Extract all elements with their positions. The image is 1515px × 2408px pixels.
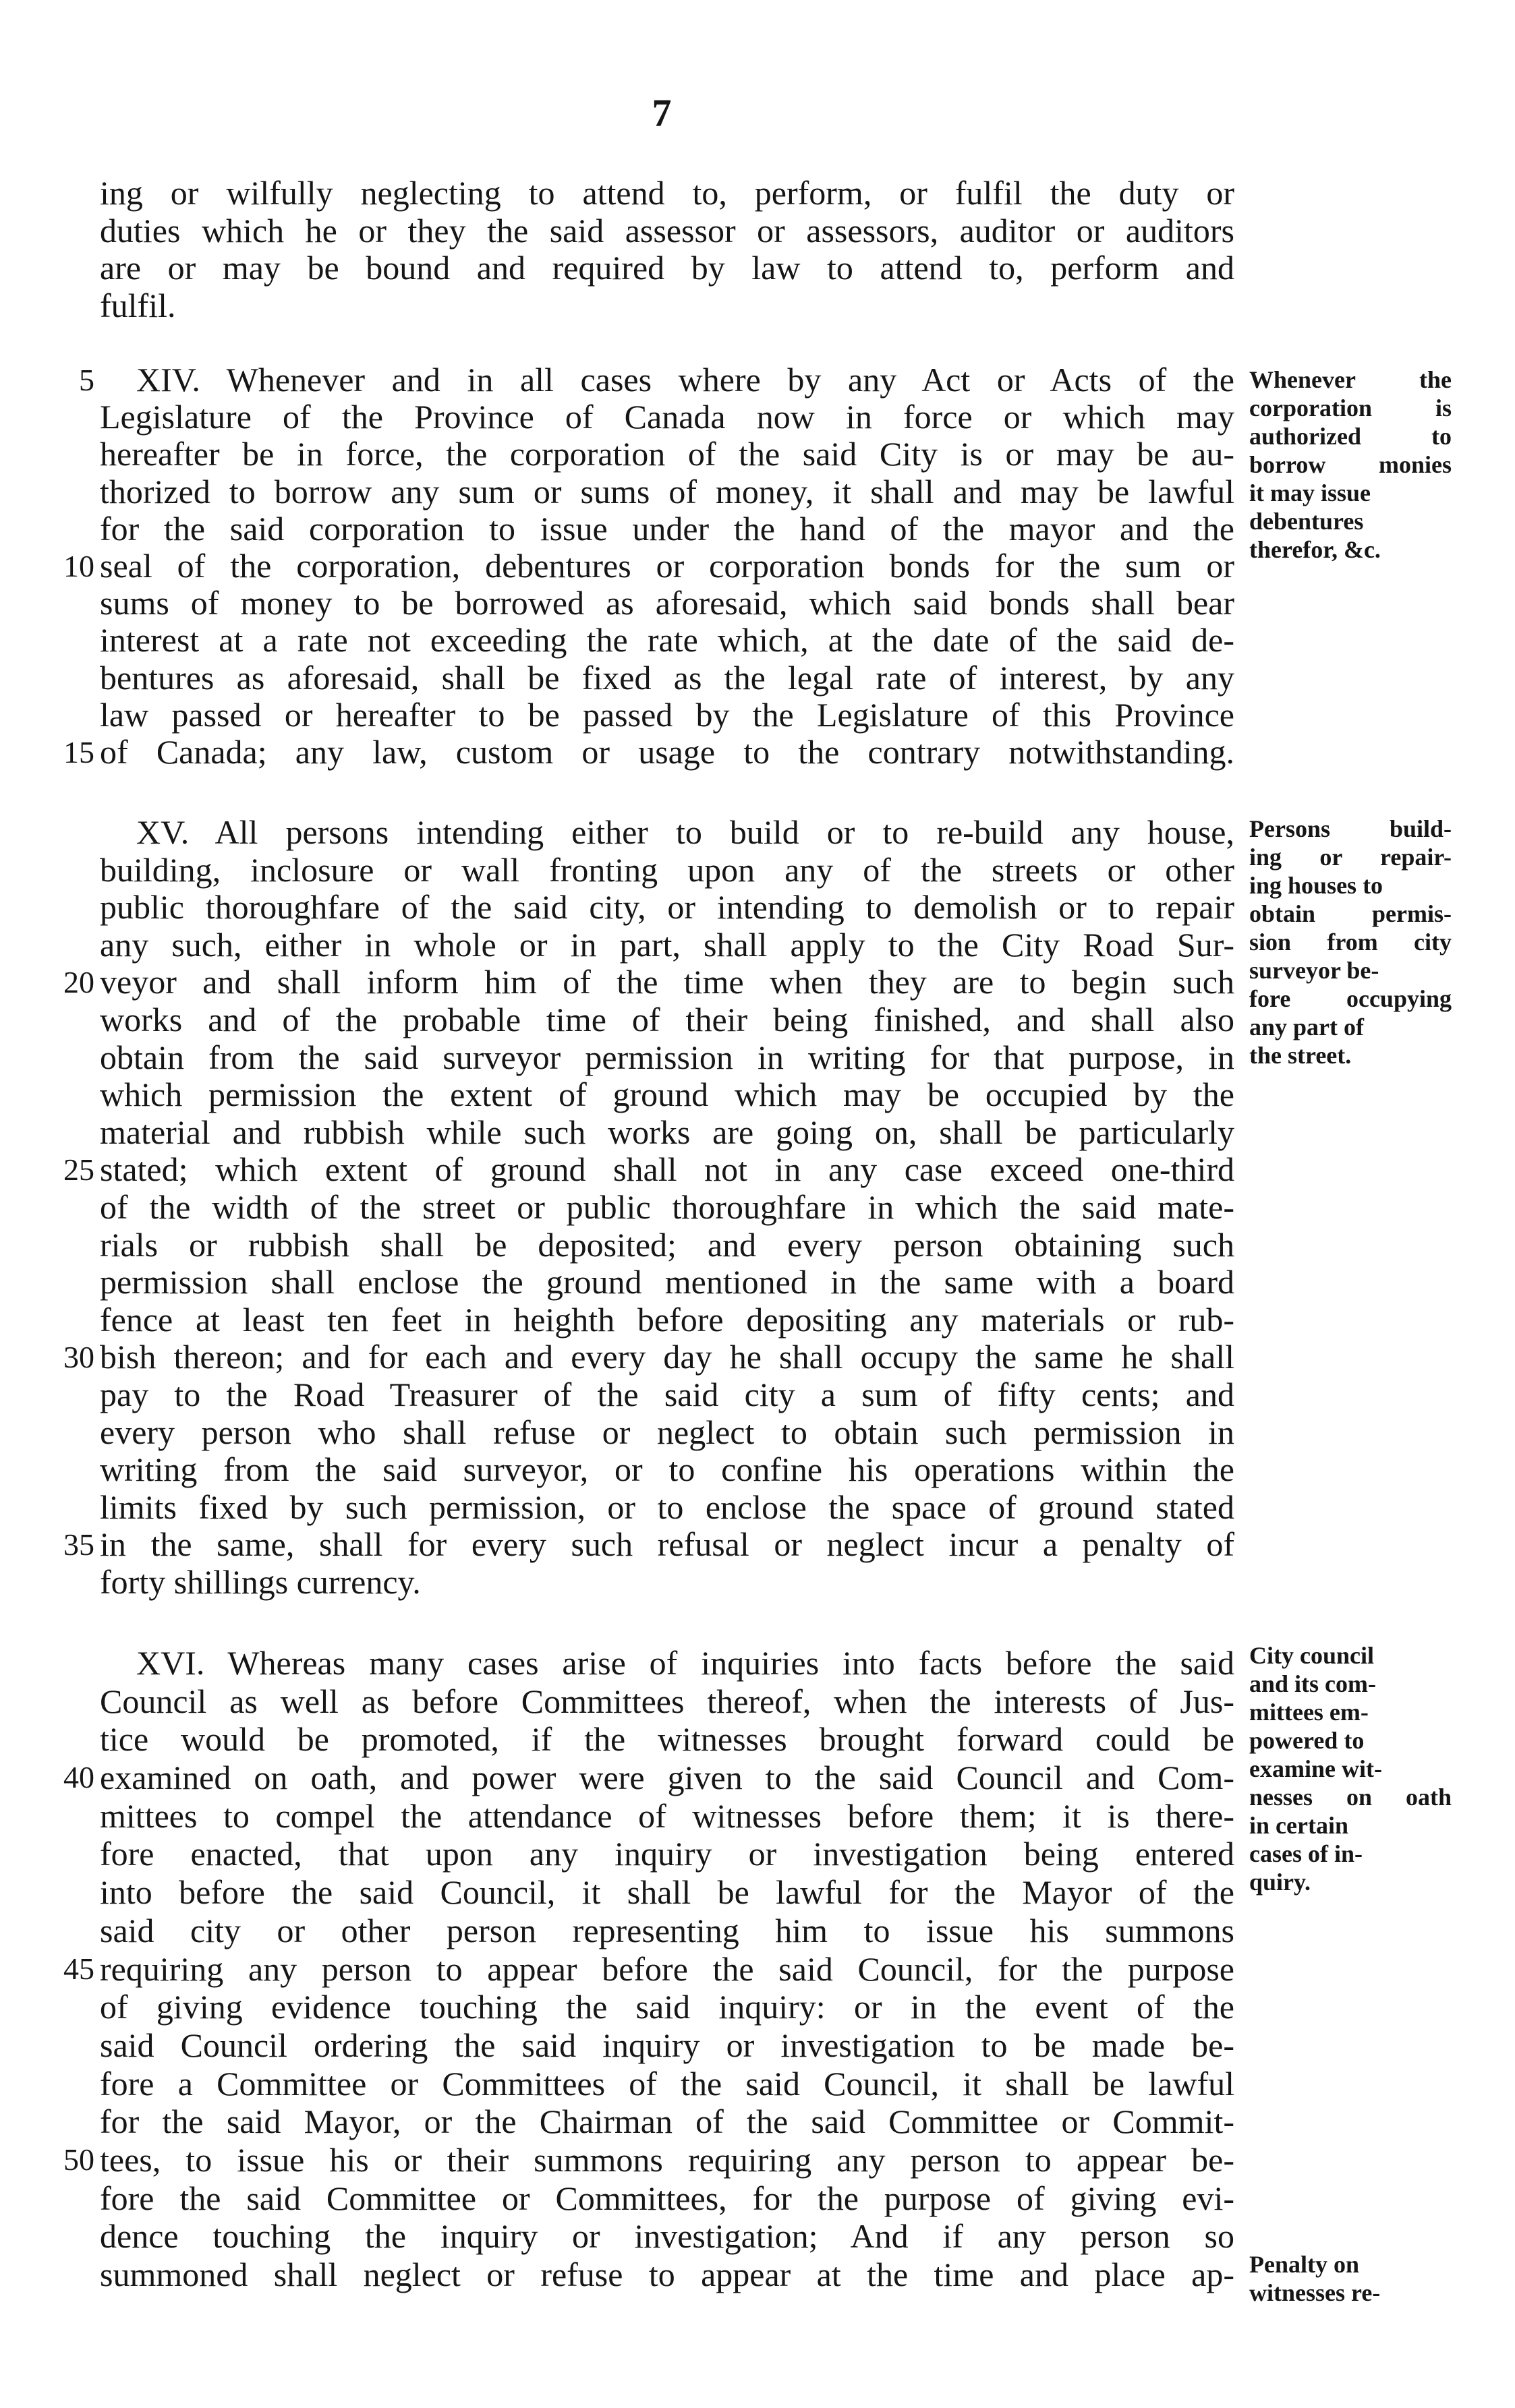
margin-note-line bbox=[1249, 871, 1452, 900]
line-number: 35 bbox=[63, 1527, 94, 1562]
text-line bbox=[100, 1912, 1234, 1950]
section-xiv bbox=[63, 361, 1234, 771]
margin-note-text: ing or repair- bbox=[1249, 844, 1452, 871]
text-line bbox=[63, 2140, 1234, 2179]
margin-note-text: witnesses re- bbox=[1249, 2279, 1381, 2306]
text-line bbox=[100, 585, 1234, 622]
margin-note-line bbox=[1249, 535, 1452, 564]
margin-note-line bbox=[1249, 1670, 1452, 1698]
margin-note-text: in certain bbox=[1249, 1812, 1348, 1839]
text-line bbox=[100, 1720, 1234, 1759]
line-text: of giving evidence touching the said inquiry: or in the event of the bbox=[100, 1988, 1234, 2026]
line-text: duties which he or they the said assessor or assessors, auditor or auditors bbox=[100, 211, 1234, 249]
margin-note-line bbox=[1249, 2250, 1452, 2279]
margin-note-text: City council bbox=[1249, 1642, 1374, 1669]
text-line bbox=[100, 1644, 1234, 1682]
margin-note-text: cases of in- bbox=[1249, 1840, 1363, 1867]
margin-note-line bbox=[1249, 1868, 1452, 1896]
line-text: Legislature of the Province of Canada now in force or which may bbox=[100, 398, 1234, 436]
text-line bbox=[100, 2103, 1234, 2141]
text-line bbox=[100, 249, 1234, 287]
margin-note-text: debentures bbox=[1249, 508, 1364, 535]
line-text: XVI. Whereas many cases arise of inquiries into facts before the said bbox=[136, 1644, 1234, 1682]
paragraph-continuation bbox=[100, 175, 1234, 324]
margin-note-line bbox=[1249, 1811, 1452, 1840]
margin-note-text: the street. bbox=[1249, 1042, 1352, 1069]
margin-note-line bbox=[1249, 394, 1452, 422]
text-line bbox=[63, 1759, 1234, 1797]
margin-note-debentures bbox=[1249, 365, 1452, 564]
margin-note-line bbox=[1249, 365, 1452, 394]
line-text: examined on oath, and power were given to the said Council and Com- bbox=[100, 1759, 1234, 1797]
line-text: writing from the said surveyor, or to confine his operations within the bbox=[100, 1450, 1234, 1489]
line-text: law passed or hereafter to be passed by the Legislature of this Province bbox=[100, 695, 1234, 734]
line-text: fence at least ten feet in heighth before depositing any materials or rub- bbox=[100, 1300, 1234, 1339]
text-line bbox=[63, 1949, 1234, 1989]
margin-note-text: ing houses to bbox=[1249, 872, 1383, 899]
text-line bbox=[100, 1376, 1234, 1414]
margin-note-line bbox=[1249, 479, 1452, 507]
text-line bbox=[100, 1001, 1234, 1039]
margin-note-line bbox=[1249, 1698, 1452, 1726]
text-line bbox=[63, 1338, 1234, 1376]
text-line bbox=[100, 287, 1234, 325]
margin-note-penalty-witnesses bbox=[1249, 2250, 1452, 2307]
section-xvi bbox=[63, 1644, 1234, 2294]
margin-note-text: fore occupying bbox=[1249, 985, 1452, 1012]
line-text: public thoroughfare of the said city, or intending to demolish or to repair bbox=[100, 888, 1234, 927]
margin-note-text: and its com- bbox=[1249, 1670, 1376, 1697]
text-line bbox=[100, 1039, 1234, 1077]
text-line bbox=[100, 889, 1234, 927]
line-text: in the same, shall for every such refusal or neglect incur a penalty of bbox=[100, 1525, 1234, 1564]
text-line bbox=[100, 1114, 1234, 1152]
line-text: pay to the Road Treasurer of the said city a sum of fifty cents; and bbox=[100, 1375, 1234, 1413]
text-line bbox=[100, 1489, 1234, 1527]
line-number: 10 bbox=[63, 548, 94, 583]
text-line bbox=[100, 1189, 1234, 1227]
line-text: which permission the extent of ground which may be occupied by the bbox=[100, 1076, 1234, 1114]
text-line bbox=[100, 622, 1234, 659]
text-line bbox=[100, 1988, 1234, 2026]
text-line bbox=[100, 1564, 1234, 1602]
text-line bbox=[100, 1682, 1234, 1721]
text-line bbox=[100, 175, 1234, 212]
line-text: Council as well as before Committees thereof, when the interests of Jus- bbox=[100, 1682, 1234, 1720]
margin-note-line bbox=[1249, 928, 1452, 956]
line-text: hereafter be in force, the corporation of the said City is or may be au- bbox=[100, 435, 1234, 473]
line-number: 40 bbox=[63, 1760, 94, 1795]
margin-note-text: nesses on oath bbox=[1249, 1784, 1452, 1811]
margin-note-witnesses-on-oath bbox=[1249, 1641, 1452, 1896]
text-line bbox=[63, 1525, 1234, 1564]
line-text: bish thereon; and for each and every day he shall occupy the same he shall bbox=[100, 1338, 1234, 1376]
line-text: seal of the corporation, debentures or corporation bonds for the sum or bbox=[100, 546, 1234, 585]
margin-note-text: authorized to bbox=[1249, 423, 1452, 450]
margin-note-text: mittees em- bbox=[1249, 1699, 1369, 1726]
text-line bbox=[100, 1451, 1234, 1489]
text-line bbox=[100, 852, 1234, 889]
margin-note-text: corporation is bbox=[1249, 394, 1452, 421]
text-line bbox=[79, 361, 1234, 399]
line-text: bentures as aforesaid, shall be fixed as the legal rate of interest, by any bbox=[100, 658, 1234, 697]
margin-note-text: Persons build- bbox=[1249, 815, 1452, 842]
margin-note-text: sion from city bbox=[1249, 929, 1452, 956]
margin-note-line bbox=[1249, 1755, 1452, 1783]
text-line bbox=[100, 1076, 1234, 1114]
line-text: are or may be bound and required by law to attend to, perform and bbox=[100, 249, 1234, 287]
text-line bbox=[100, 2065, 1234, 2103]
section-xv bbox=[63, 813, 1234, 1601]
text-line bbox=[100, 1264, 1234, 1301]
line-text: of the width of the street or public thoroughfare in which the said mate- bbox=[100, 1187, 1234, 1226]
line-text: said city or other person representing him to issue his summons bbox=[100, 1911, 1234, 1949]
line-text: obtain from the said surveyor permission in writing for that purpose, in bbox=[100, 1038, 1234, 1076]
line-text: every person who shall refuse or neglect to obtain such permission in bbox=[100, 1413, 1234, 1451]
margin-note-line bbox=[1249, 843, 1452, 871]
line-text: material and rubbish while such works are going on, shall be particularly bbox=[100, 1113, 1234, 1151]
line-text: ing or wilfully neglecting to attend to, perform, or fulfil the duty or bbox=[100, 174, 1234, 212]
line-number: 25 bbox=[63, 1152, 94, 1187]
line-text: mittees to compel the attendance of witnesses before them; it is there- bbox=[100, 1796, 1234, 1835]
margin-note-line bbox=[1249, 422, 1452, 450]
line-text: into before the said Council, it shall be lawful for the Mayor of the bbox=[100, 1873, 1234, 1912]
text-line bbox=[100, 510, 1234, 548]
text-line bbox=[100, 1227, 1234, 1264]
line-text: said Council ordering the said inquiry or investigation to be made be- bbox=[100, 2026, 1234, 2064]
line-text: requiring any person to appear before the said Council, for the purpose bbox=[100, 1949, 1234, 1988]
margin-note-text: borrow monies bbox=[1249, 451, 1452, 478]
line-number: 5 bbox=[79, 363, 94, 397]
line-number: 15 bbox=[63, 734, 94, 769]
margin-note-text: obtain permis- bbox=[1249, 900, 1452, 927]
margin-note-line bbox=[1249, 1013, 1452, 1041]
text-line bbox=[100, 1797, 1234, 1836]
text-line bbox=[100, 1414, 1234, 1452]
text-line bbox=[100, 1301, 1234, 1339]
line-text: building, inclosure or wall fronting upon any of the streets or other bbox=[100, 850, 1234, 889]
text-line bbox=[100, 2026, 1234, 2065]
line-text: summoned shall neglect or refuse to appear at the time and place ap- bbox=[100, 2256, 1234, 2293]
margin-note-building-permission bbox=[1249, 815, 1452, 1069]
line-text: sums of money to be borrowed as aforesaid, which said bonds shall bear bbox=[100, 584, 1234, 622]
line-text: fore the said Committee or Committees, for the purpose of giving evi- bbox=[100, 2179, 1234, 2217]
margin-note-line bbox=[1249, 1641, 1452, 1670]
line-text: thorized to borrow any sum or sums of money, it shall and may be lawful bbox=[100, 472, 1234, 510]
page-number: 7 bbox=[652, 91, 672, 135]
line-text: forty shillings currency. bbox=[100, 1562, 421, 1601]
line-text: limits fixed by such permission, or to enclose the space of ground stated bbox=[100, 1488, 1234, 1526]
line-text: permission shall enclose the ground mentioned in the same with a board bbox=[100, 1263, 1234, 1301]
line-text: dence touching the inquiry or investigation; And if any person so bbox=[100, 2217, 1234, 2256]
line-text: stated; which extent of ground shall not in any case exceed one-third bbox=[100, 1150, 1234, 1189]
line-number: 50 bbox=[63, 2142, 94, 2177]
margin-note-text: Penalty on bbox=[1249, 2251, 1360, 2278]
margin-note-line bbox=[1249, 985, 1452, 1013]
text-line bbox=[100, 814, 1234, 852]
line-text: XV. All persons intending either to build or to re-build any house, bbox=[136, 813, 1234, 851]
text-line bbox=[63, 963, 1234, 1001]
margin-note-text: quiry. bbox=[1249, 1869, 1311, 1896]
margin-note-text: it may issue bbox=[1249, 479, 1371, 506]
margin-note-line bbox=[1249, 507, 1452, 535]
text-line bbox=[100, 927, 1234, 964]
line-text: of Canada; any law, custom or usage to the contrary notwithstanding. bbox=[100, 732, 1234, 771]
text-line bbox=[63, 546, 1234, 585]
text-line bbox=[100, 2256, 1234, 2294]
line-text: fore enacted, that upon any inquiry or investigation being entered bbox=[100, 1835, 1234, 1873]
line-text: tice would be promoted, if the witnesses brought forward could be bbox=[100, 1720, 1234, 1759]
margin-note-line bbox=[1249, 900, 1452, 928]
margin-note-text: therefor, &c. bbox=[1249, 536, 1381, 563]
margin-note-text: powered to bbox=[1249, 1727, 1365, 1754]
text-line bbox=[100, 2217, 1234, 2256]
line-text: rials or rubbish shall be deposited; and every person obtaining such bbox=[100, 1225, 1234, 1264]
margin-note-text: Whenever the bbox=[1249, 366, 1452, 393]
text-line bbox=[100, 697, 1234, 734]
margin-note-line bbox=[1249, 1726, 1452, 1755]
line-text: interest at a rate not exceeding the rate which, at the date of the said de- bbox=[100, 621, 1234, 659]
line-text: veyor and shall inform him of the time when they are to begin such bbox=[100, 963, 1234, 1001]
text-line bbox=[100, 2179, 1234, 2218]
margin-note-text: surveyor be- bbox=[1249, 957, 1379, 984]
text-line bbox=[100, 212, 1234, 250]
line-number: 30 bbox=[63, 1340, 94, 1375]
text-line bbox=[63, 1150, 1234, 1189]
margin-note-line bbox=[1249, 2279, 1452, 2307]
line-text: tees, to issue his or their summons requiring any person to appear be- bbox=[100, 2140, 1234, 2179]
margin-note-line bbox=[1249, 1840, 1452, 1868]
line-text: fore a Committee or Committees of the said Council, it shall be lawful bbox=[100, 2064, 1234, 2103]
text-line bbox=[100, 473, 1234, 510]
text-line bbox=[63, 732, 1234, 771]
margin-note-text: examine wit- bbox=[1249, 1755, 1382, 1782]
text-line bbox=[100, 659, 1234, 697]
text-line bbox=[100, 1873, 1234, 1912]
line-text: for the said corporation to issue under the hand of the mayor and the bbox=[100, 509, 1234, 548]
margin-note-line bbox=[1249, 450, 1452, 479]
text-line bbox=[100, 399, 1234, 436]
line-text: works and of the probable time of their being finished, and shall also bbox=[100, 1000, 1234, 1038]
line-text: for the said Mayor, or the Chairman of the said Committee or Commit- bbox=[100, 2103, 1234, 2141]
line-text: any such, either in whole or in part, shall apply to the City Road Sur- bbox=[100, 925, 1234, 964]
line-number: 20 bbox=[63, 965, 94, 1000]
margin-note-line bbox=[1249, 1041, 1452, 1069]
line-text: fulfil. bbox=[100, 286, 176, 324]
margin-note-line bbox=[1249, 956, 1452, 985]
margin-note-line bbox=[1249, 1783, 1452, 1811]
text-line bbox=[100, 1835, 1234, 1873]
text-line bbox=[100, 436, 1234, 473]
line-number: 45 bbox=[63, 1951, 94, 1986]
line-text: XIV. Whenever and in all cases where by any Act or Acts of the bbox=[136, 361, 1234, 399]
margin-note-line bbox=[1249, 815, 1452, 843]
margin-note-text: any part of bbox=[1249, 1014, 1364, 1040]
